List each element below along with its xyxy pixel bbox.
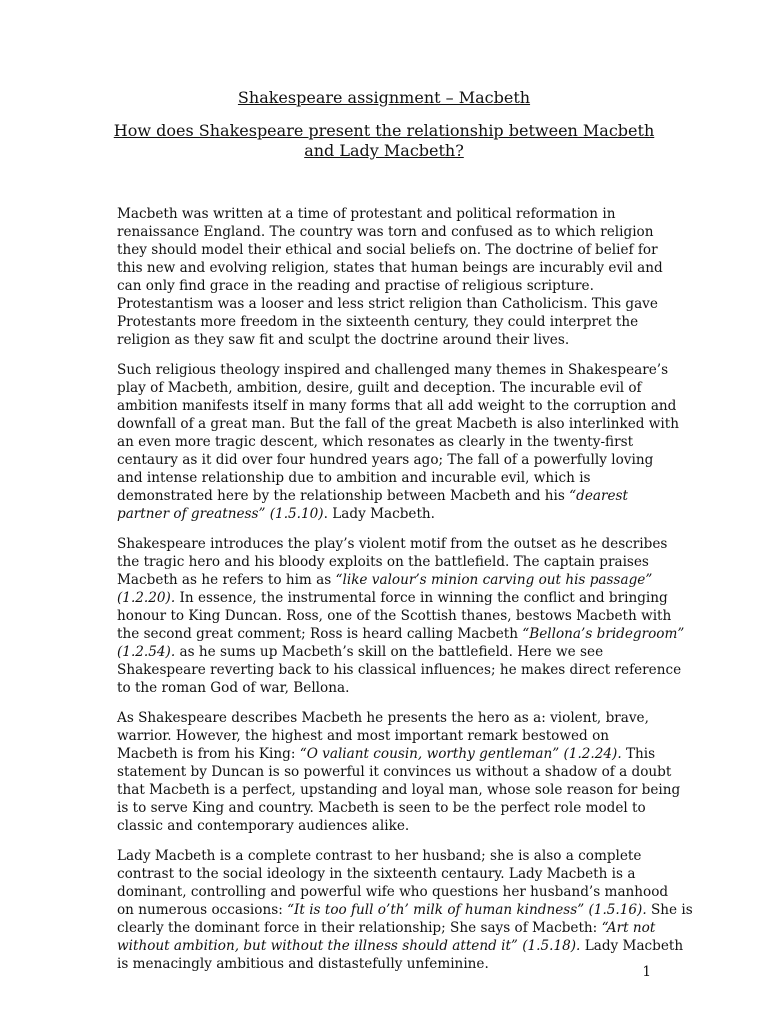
quotation: “It is too full o’th’ milk of human kindness” (1.5.16). xyxy=(287,902,647,918)
quotation: “like valour’s minion carving out his passage” xyxy=(335,572,653,588)
quotation: (1.2.20). xyxy=(117,590,176,606)
text-run: can only find grace in the reading and practise of religious scripture. xyxy=(117,278,594,294)
paragraph-line xyxy=(117,955,663,973)
paragraph-line xyxy=(117,589,668,607)
text-run: Macbeth as he refers to him as xyxy=(117,572,336,588)
quotation: “dearest xyxy=(569,488,628,504)
paragraph-line xyxy=(117,883,669,901)
paragraph-line xyxy=(117,763,672,781)
quotation: (1.2.54). xyxy=(117,644,176,660)
text-run: an even more tragic descent, which resonates as clearly in the twenty-first xyxy=(117,434,634,450)
paragraph-line xyxy=(117,379,663,397)
text-run: that Macbeth is a perfect, upstanding and loyal man, whose sole reason for being xyxy=(117,782,681,798)
text-run: classic and contemporary audiences alike. xyxy=(117,818,410,834)
paragraph-line xyxy=(117,571,663,589)
essay-question-line: How does Shakespeare present the relationship between Macbeth xyxy=(113,121,655,140)
text-run: is to serve King and country. Macbeth is seen to be the perfect role model to xyxy=(117,800,646,816)
paragraph-line xyxy=(117,607,672,625)
paragraph-line xyxy=(117,817,663,835)
paragraph-line xyxy=(117,937,684,955)
text-run: centaury as it did over four hundred years ago; The fall of a powerfully loving xyxy=(117,452,654,468)
text-run: demonstrated here by the relationship between Macbeth and his xyxy=(117,488,570,504)
quotation: “O valiant cousin, worthy gentleman” (1.2.24). xyxy=(299,746,622,762)
paragraph-line xyxy=(117,709,663,727)
paragraph-line xyxy=(117,727,663,745)
paragraph-line xyxy=(117,241,663,259)
paragraph xyxy=(117,205,663,349)
paragraph-line xyxy=(117,799,663,817)
text-run: is menacingly ambitious and distastefully unfeminine. xyxy=(117,956,489,972)
paragraph-line xyxy=(117,469,663,487)
text-run: This xyxy=(621,746,656,762)
paragraph-line xyxy=(117,919,663,937)
text-run: religion as they saw fit and sculpt the doctrine around their lives. xyxy=(117,332,570,348)
paragraph-line xyxy=(117,295,663,313)
paragraph-line xyxy=(117,865,663,883)
text-run: . Lady Macbeth. xyxy=(323,506,436,522)
text-run: Protestantism was a looser and less strict religion than Catholicism. This gave xyxy=(117,296,658,312)
essay-question xyxy=(0,121,768,161)
text-run: warrior. However, the highest and most important remark bestowed on xyxy=(117,728,610,744)
paragraph-line xyxy=(117,661,682,679)
text-run: Protestants more freedom in the sixteenth century, they could interpret the xyxy=(117,314,639,330)
text-run: and intense relationship due to ambition and incurable evil, which is xyxy=(117,470,591,486)
text-run: the tragic hero and his bloody exploits on the battlefield. The captain praises xyxy=(117,554,649,570)
paragraph-line xyxy=(117,259,663,277)
document-title: Shakespeare assignment – Macbeth xyxy=(237,88,531,107)
text-run: renaissance England. The country was torn and confused as to which religion xyxy=(117,224,654,240)
text-run: play of Macbeth, ambition, desire, guilt and deception. The incurable evil of xyxy=(117,380,642,396)
paragraph-line xyxy=(117,223,663,241)
paragraph-line xyxy=(117,361,669,379)
text-run: Shakespeare reverting back to his classical influences; he makes direct reference xyxy=(117,662,682,678)
text-run: ambition manifests itself in many forms that all add weight to the corruption and xyxy=(117,398,677,414)
text-run: dominant, controlling and powerful wife who questions her husband’s manhood xyxy=(117,884,669,900)
text-run: to the roman God of war, Bellona. xyxy=(117,680,350,696)
text-run: statement by Duncan is so powerful it convinces us without a shadow of a doubt xyxy=(117,764,672,780)
quotation: without ambition, but without the illness should attend it” (1.5.18). xyxy=(117,938,581,954)
text-run: Shakespeare introduces the play’s violent motif from the outset as he describes xyxy=(117,536,668,552)
paragraph xyxy=(117,709,681,835)
text-run: clearly the dominant force in their relationship; She says of Macbeth: xyxy=(117,920,602,936)
text-run: on numerous occasions: xyxy=(117,902,288,918)
paragraph xyxy=(117,847,693,973)
text-run: contrast to the social ideology in the sixteenth centaury. Lady Macbeth is a xyxy=(117,866,636,882)
paragraph-line xyxy=(117,901,693,919)
quotation: partner of greatness” (1.5.10) xyxy=(117,506,324,522)
paragraph xyxy=(117,361,679,523)
paragraph-line xyxy=(117,397,677,415)
paragraph-line xyxy=(117,313,663,331)
paragraph-line xyxy=(117,553,663,571)
paragraph-line xyxy=(117,277,663,295)
essay-question-line: and Lady Macbeth? xyxy=(304,141,464,160)
text-run: this new and evolving religion, states that human beings are incurably evil and xyxy=(117,260,663,276)
paragraph-line xyxy=(117,781,681,799)
paragraph-line xyxy=(117,487,663,505)
text-run: Lady Macbeth is a complete contrast to her husband; she is also a complete xyxy=(117,848,642,864)
text-run: In essence, the instrumental force in winning the conflict and bringing xyxy=(175,590,668,606)
paragraph-line xyxy=(117,205,663,223)
paragraph-line xyxy=(117,679,663,697)
paragraph-line xyxy=(117,535,668,553)
text-run: Lady Macbeth xyxy=(580,938,684,954)
text-run: they should model their ethical and social beliefs on. The doctrine of belief for xyxy=(117,242,658,258)
text-run: Macbeth was written at a time of protestant and political reformation in xyxy=(117,206,616,222)
text-run: She is xyxy=(646,902,693,918)
text-run: honour to King Duncan. Ross, one of the Scottish thanes, bestows Macbeth with xyxy=(117,608,672,624)
text-run: as he sums up Macbeth’s skill on the battlefield. Here we see xyxy=(175,644,604,660)
essay-body xyxy=(117,205,693,985)
quotation: “Art not xyxy=(601,920,656,936)
paragraph-line xyxy=(117,643,663,661)
text-run: Macbeth is from his King: xyxy=(117,746,300,762)
paragraph-line xyxy=(117,415,679,433)
paragraph-line xyxy=(117,331,663,349)
paragraph xyxy=(117,535,685,697)
paragraph-line xyxy=(117,451,663,469)
paragraph-line xyxy=(117,505,663,523)
text-run: Such religious theology inspired and challenged many themes in Shakespeare’s xyxy=(117,362,669,378)
paragraph-line xyxy=(117,745,663,763)
paragraph-line xyxy=(117,847,663,865)
paragraph-line xyxy=(117,433,663,451)
text-run: As Shakespeare describes Macbeth he presents the hero as a: violent, brave, xyxy=(117,710,649,726)
quotation: “Bellona’s bridegroom” xyxy=(522,626,685,642)
text-run: downfall of a great man. But the fall of the great Macbeth is also interlinked with xyxy=(117,416,679,432)
page-number: 1 xyxy=(642,964,651,980)
paragraph-line xyxy=(117,625,685,643)
text-run: the second great comment; Ross is heard calling Macbeth xyxy=(117,626,523,642)
